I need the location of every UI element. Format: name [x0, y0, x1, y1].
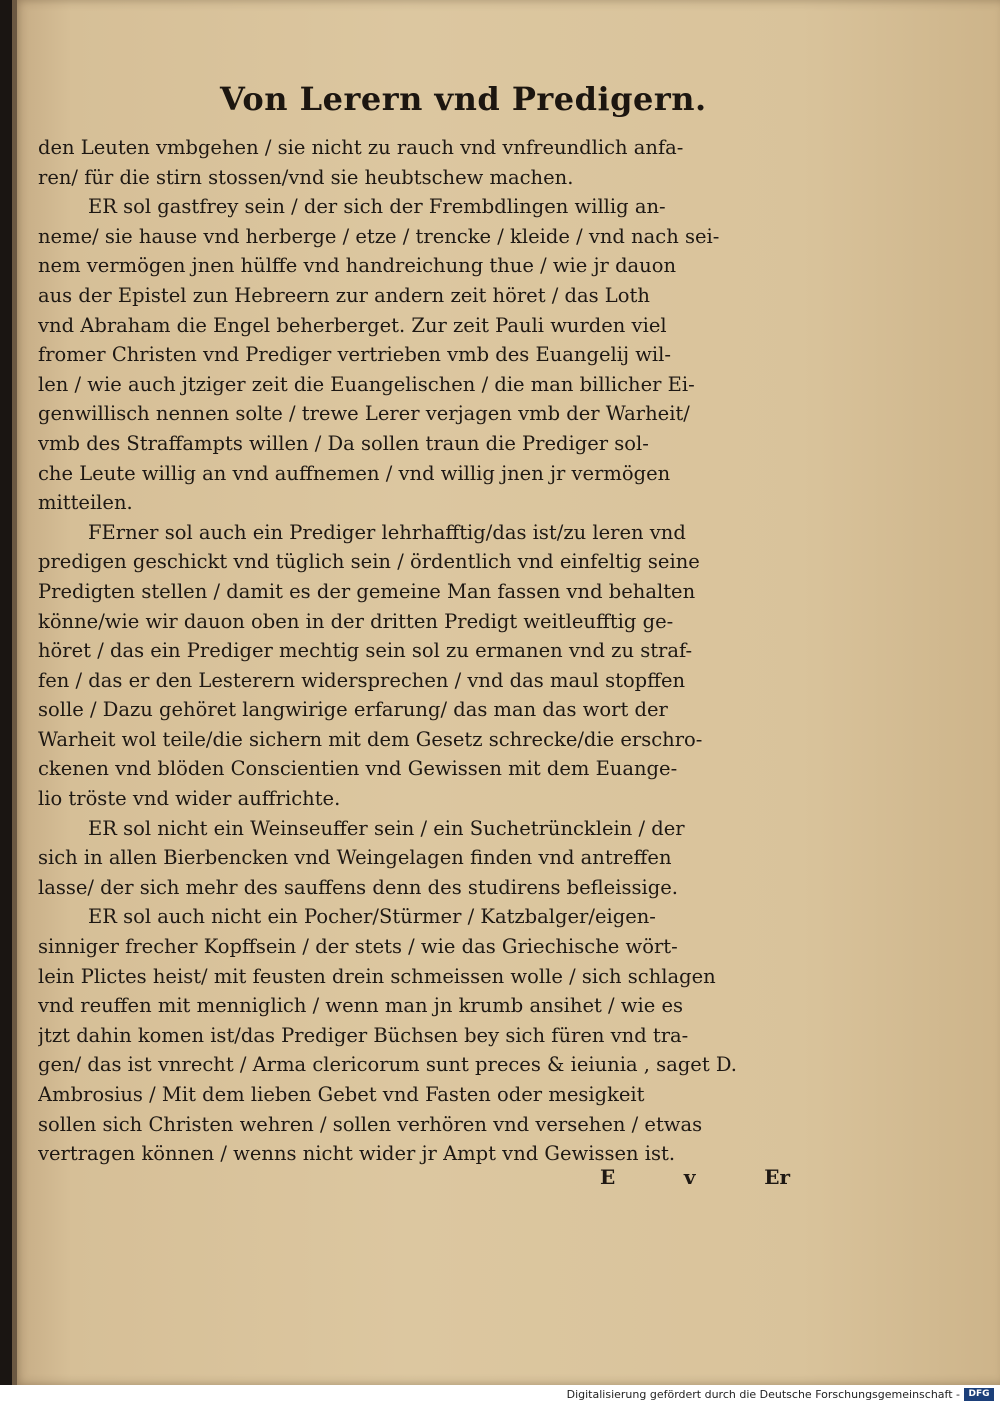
running-head: Von Lerern vnd Predigern. — [220, 80, 707, 118]
dfg-logo-icon: DFG — [964, 1388, 994, 1401]
text-line: den Leuten vmbgehen / sie nicht zu rauch vnd vnfreundlich anfa- — [38, 136, 684, 159]
text-line: Ambrosius / Mit dem lieben Gebet vnd Fasten oder mesigkeit — [38, 1083, 645, 1106]
text-line: aus der Epistel zun Hebreern zur andern zeit höret / das Loth — [38, 283, 650, 307]
text-line: nem vermögen jnen hülffe vnd handreichung thue / wie jr dauon — [38, 254, 677, 278]
text-line: lio tröste vnd wider auffrichte. — [38, 787, 341, 811]
text-line: Predigten stellen / damit es der gemeine Man fassen vnd behalten — [38, 579, 696, 603]
text-line: vnd Abraham die Engel beherberget. Zur zeit Pauli wurden viel — [38, 313, 667, 337]
text-line: sich in allen Bierbencken vnd Weingelagen finden vnd antreffen — [38, 846, 672, 870]
text-line: lein Plictes heist/ mit feusten drein schmeissen wolle / sich schlagen — [38, 964, 716, 988]
text-line: mitteilen. — [38, 491, 133, 515]
page-edge — [12, 0, 17, 1385]
text-line: solle / Dazu gehöret langwirige erfarung/ das man das wort der — [38, 698, 668, 722]
text-line: neme/ sie hause vnd herberge / etze / trencke / kleide / vnd nach sei- — [38, 224, 720, 248]
signature-number: v — [683, 1165, 696, 1189]
text-line: sinniger frecher Kopffsein / der stets / wie das Griechische wört- — [38, 935, 678, 959]
text-line: könne/wie wir dauon oben in der dritten Predigt weitleufftig ge- — [38, 609, 674, 633]
signature-mark: E — [600, 1165, 616, 1189]
footer-credit: Digitalisierung gefördert durch die Deutsche Forschungsgemeinschaft - — [566, 1388, 960, 1401]
text-line: vnd reuffen mit menniglich / wenn man jn krumb ansihet / wie es — [38, 994, 684, 1018]
text-line: fromer Christen vnd Prediger vertrieben vmb des Euangelij wil- — [38, 343, 671, 367]
text-line: predigen geschickt vnd tüglich sein / ördentlich vnd einfeltig seine — [38, 550, 700, 574]
text-line: FErner sol auch ein Prediger lehrhafftig/das ist/zu leren vnd — [88, 520, 686, 544]
text-line: ckenen vnd blöden Conscientien vnd Gewissen mit dem Euange- — [38, 757, 678, 781]
catchwords — [600, 1165, 790, 1189]
text-line: ren/ für die stirn stossen/vnd sie heubtschew machen. — [38, 165, 574, 189]
text-line: vertragen können / wenns nicht wider jr Ampt vnd Gewissen ist. — [38, 1142, 676, 1166]
text-line: sollen sich Christen wehren / sollen verhören vnd versehen / etwas — [38, 1112, 703, 1136]
text-line: höret / das ein Prediger mechtig sein sol zu ermanen vnd zu straf- — [38, 639, 693, 663]
text-line: genwillisch nennen solte / trewe Lerer verjagen vmb der Warheit/ — [38, 402, 690, 426]
text-line: fen / das er den Lesterern widersprechen / vnd das maul stopffen — [38, 668, 686, 692]
text-line: ER sol nicht ein Weinseuffer sein / ein Suchetrüncklein / der — [88, 816, 685, 840]
text-line: len / wie auch jtziger zeit die Euangelischen / die man billicher Ei- — [38, 372, 695, 396]
text-line: ER sol gastfrey sein / der sich der Frembdlingen willig an- — [88, 195, 666, 219]
text-line: che Leute willig an vnd auffnemen / vnd willig jnen jr vermögen — [38, 461, 671, 485]
text-line: gen/ das ist vnrecht / Arma clericorum sunt preces & ieiunia , saget D. — [38, 1053, 738, 1077]
text-line: vmb des Straffampts willen / Da sollen traun die Prediger sol- — [38, 431, 649, 455]
text-line: Warheit wol teile/die sichern mit dem Gesetz schrecke/die erschro- — [38, 727, 703, 751]
text-line: jtzt dahin komen ist/das Prediger Büchsen bey sich füren vnd tra- — [38, 1023, 689, 1047]
catchword: Er — [764, 1165, 790, 1189]
text-block — [38, 133, 790, 1169]
text-line: lasse/ der sich mehr des sauffens denn des studirens befleissige. — [38, 875, 678, 899]
footer-bar — [0, 1385, 1000, 1405]
text-line: ER sol auch nicht ein Pocher/Stürmer / Katzbalger/eigen- — [88, 905, 656, 929]
